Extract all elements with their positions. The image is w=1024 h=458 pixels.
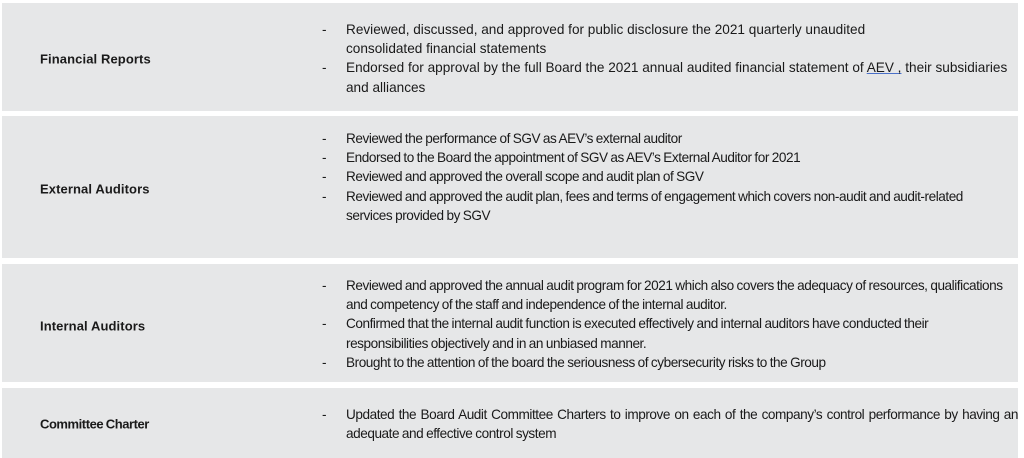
spellcheck-underlined-text: AEV , — [866, 60, 902, 76]
bullet-list — [320, 276, 1008, 372]
list-item: - Reviewed, discussed, and approved for public disclosure the 2021 quarterly unaudited consolidated financial statements — [320, 20, 1008, 58]
row-committee-charter — [2, 388, 1018, 458]
list-item — [320, 58, 1008, 96]
row-financial-reports — [2, 3, 1018, 111]
list-item: - Reviewed and approved the overall scope and audit plan of SGV — [320, 167, 1008, 186]
row-label: Internal Auditors — [40, 318, 146, 334]
list-item: - Reviewed and approved the annual audit program for 2021 which also covers the adequacy of resources, qualifications and competency of the staff and independence of the internal auditor. — [320, 276, 1008, 314]
row-external-auditors — [2, 116, 1018, 258]
list-item: - Confirmed that the internal audit function is executed effectively and internal auditors have conducted their responsibilities objectively and in an unbiased manner. — [320, 314, 1008, 352]
bullet-list — [320, 129, 1008, 225]
bullet-list — [320, 20, 1008, 97]
list-item: - Endorsed to the Board the appointment of SGV as AEV’s External Auditor for 2021 — [320, 148, 1008, 167]
bullet-list — [320, 405, 1018, 443]
row-internal-auditors — [2, 264, 1018, 382]
row-label: Committee Charter — [40, 416, 149, 432]
row-label: External Auditors — [40, 181, 150, 197]
list-item: - Updated the Board Audit Committee Charters to improve on each of the company’s control performance by having an adequate and effective control system — [320, 405, 1018, 443]
list-item: - Brought to the attention of the board the seriousness of cybersecurity risks to the Group — [320, 353, 1008, 372]
list-item: - Reviewed and approved the audit plan, fees and terms of engagement which covers non-audit and audit-related services provided by SGV — [320, 187, 1008, 225]
text-segment: Endorsed for approval by the full Board the 2021 annual audited financial statement of — [346, 60, 867, 76]
row-label: Financial Reports — [40, 51, 151, 67]
text-segment: their subsidiaries and alliances — [346, 60, 1008, 95]
list-item: - Reviewed the performance of SGV as AEV’s external auditor — [320, 129, 1008, 148]
